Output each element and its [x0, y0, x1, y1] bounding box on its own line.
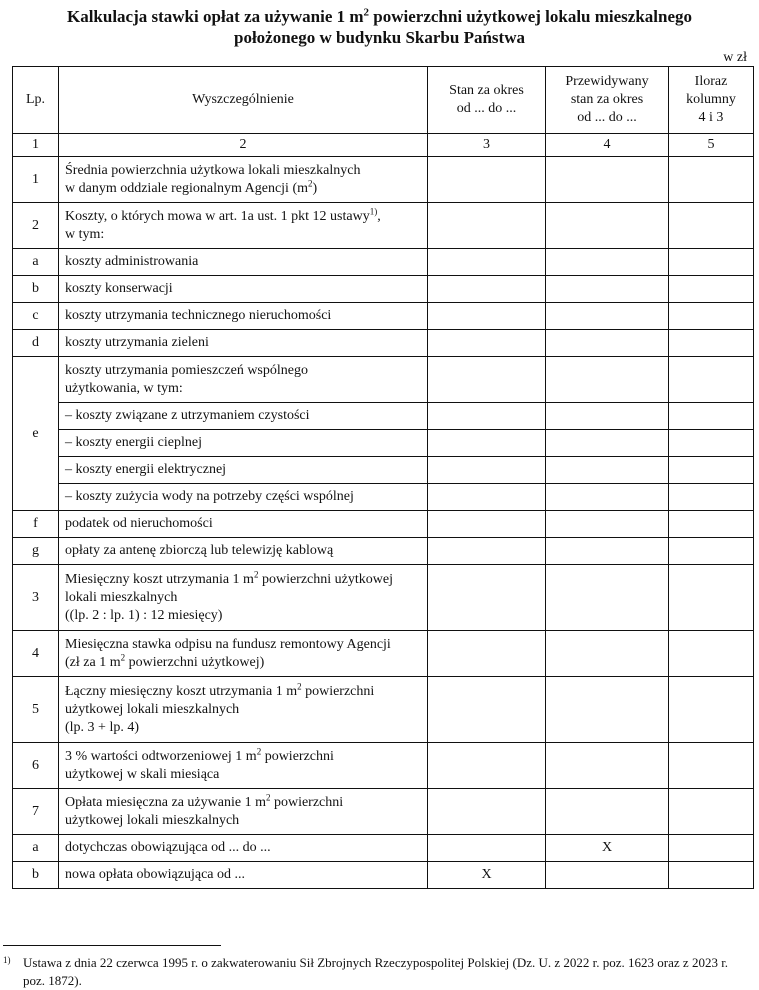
table-row: [13, 677, 754, 743]
row-lp: b: [13, 862, 59, 889]
cell-col4[interactable]: [546, 249, 669, 276]
table-row: [13, 430, 754, 457]
header-col5-line: kolumny: [686, 92, 736, 107]
row-desc-line: [65, 568, 421, 589]
column-number: 3: [428, 134, 546, 157]
row-description: – koszty energii elektrycznej: [59, 457, 428, 484]
row-description: – koszty związane z utrzymaniem czystości: [59, 403, 428, 430]
table-row: [13, 357, 754, 403]
cell-col4[interactable]: [546, 457, 669, 484]
cell-col4[interactable]: [546, 157, 669, 203]
cell-col5[interactable]: [669, 677, 754, 743]
superscript: 2: [256, 745, 262, 756]
cell-col3[interactable]: [428, 538, 546, 565]
row-desc-part: ,: [377, 208, 381, 224]
row-description: koszty utrzymania technicznego nieruchomości: [59, 303, 428, 330]
table-row: [13, 565, 754, 631]
table-row: [13, 743, 754, 789]
cell-col3[interactable]: [428, 835, 546, 862]
header-col5: [669, 67, 754, 134]
row-desc-line: użytkowej lokali mieszkalnych: [65, 701, 240, 717]
row-description: koszty administrowania: [59, 249, 428, 276]
row-desc-line: użytkowej lokali mieszkalnych: [65, 812, 240, 828]
row-description: – koszty energii cieplnej: [59, 430, 428, 457]
row-lp: 1: [13, 157, 59, 203]
row-lp: e: [13, 357, 59, 511]
table-row: [13, 835, 754, 862]
footnote-text: Ustawa z dnia 22 czerwca 1995 r. o zakwaterowaniu Sił Zbrojnych Rzeczypospolitej Polskiej (Dz. U. z 2022 r. poz. 1623 oraz z 2023 r. poz. 1872).: [23, 955, 729, 988]
superscript: 2: [297, 680, 302, 691]
row-desc-part: Łączny miesięczny koszt utrzymania 1 m: [65, 683, 298, 699]
row-desc-part: Koszty, o których mowa w art. 1a ust. 1 pkt 12 ustawy: [65, 208, 370, 224]
row-desc-part: w danym oddziale regionalnym Agencji (m: [65, 180, 308, 196]
cell-col4[interactable]: [546, 743, 669, 789]
row-desc-line: w tym:: [65, 226, 105, 242]
superscript: 2: [265, 791, 271, 802]
cell-col4[interactable]: [546, 538, 669, 565]
cell-col5[interactable]: [669, 330, 754, 357]
row-lp: 6: [13, 743, 59, 789]
row-lp: 3: [13, 565, 59, 631]
row-description: [59, 789, 428, 835]
table-row: [13, 862, 754, 889]
cell-col3-marked: X: [428, 862, 546, 889]
cell-col5[interactable]: [669, 631, 754, 677]
row-description: koszty konserwacji: [59, 276, 428, 303]
row-desc-line: Miesięczna stawka odpisu na fundusz remontowy Agencji: [65, 636, 391, 652]
cell-col4[interactable]: [546, 303, 669, 330]
row-desc-part: ): [312, 180, 318, 196]
row-description: [59, 357, 428, 403]
footnote-mark: 1): [3, 955, 11, 965]
table-row: [13, 203, 754, 249]
header-col4-line: Przewidywany: [565, 74, 649, 89]
title-line-1: [0, 6, 759, 27]
cell-col3[interactable]: [428, 330, 546, 357]
header-lp: Lp.: [13, 67, 59, 134]
row-desc-line: [65, 791, 421, 812]
column-number: 1: [13, 134, 59, 157]
table-row: [13, 457, 754, 484]
cell-col5[interactable]: [669, 457, 754, 484]
header-col3-line: od ... do ...: [456, 101, 517, 116]
table-row: [13, 330, 754, 357]
row-desc-line: użytkowania, w tym:: [65, 380, 183, 396]
cell-col5[interactable]: [669, 862, 754, 889]
cell-col3[interactable]: [428, 157, 546, 203]
cell-col3[interactable]: [428, 303, 546, 330]
cell-col4[interactable]: [546, 430, 669, 457]
row-lp: 5: [13, 677, 59, 743]
table-row: [13, 249, 754, 276]
row-description: [59, 631, 428, 677]
row-description: opłaty za antenę zbiorczą lub telewizję kablową: [59, 538, 428, 565]
row-description: dotychczas obowiązująca od ... do ...: [59, 835, 428, 862]
cell-col4[interactable]: [546, 862, 669, 889]
cell-col5[interactable]: [669, 276, 754, 303]
row-lp: f: [13, 511, 59, 538]
row-desc-line: lokali mieszkalnych: [65, 589, 178, 605]
footnote: [3, 954, 753, 990]
cell-col3[interactable]: [428, 457, 546, 484]
cell-col3[interactable]: [428, 565, 546, 631]
title-line-2: położonego w budynku Skarbu Państwa: [234, 28, 525, 47]
header-col5-line: Iloraz: [694, 74, 728, 89]
document-title: [0, 6, 759, 48]
header-col4-line: od ... do ...: [577, 110, 637, 125]
row-lp: 7: [13, 789, 59, 835]
row-desc-line: [65, 651, 421, 672]
cell-col3[interactable]: [428, 631, 546, 677]
column-number: 4: [546, 134, 669, 157]
cell-col5[interactable]: [669, 430, 754, 457]
row-lp: c: [13, 303, 59, 330]
row-desc-line: [65, 745, 421, 766]
cell-col4[interactable]: [546, 789, 669, 835]
header-col4: [546, 67, 669, 134]
cell-col5[interactable]: [669, 303, 754, 330]
cell-col5[interactable]: [669, 249, 754, 276]
row-description: [59, 157, 428, 203]
header-col5-line: 4 i 3: [698, 110, 724, 125]
table-row: [13, 403, 754, 430]
row-description: – koszty zużycia wody na potrzeby części wspólnej: [59, 484, 428, 511]
row-desc-line: Średnia powierzchnia użytkowa lokali mieszkalnych: [65, 162, 361, 178]
cell-col4[interactable]: [546, 565, 669, 631]
table-row: [13, 484, 754, 511]
cell-col5[interactable]: [669, 565, 754, 631]
row-lp: a: [13, 835, 59, 862]
row-desc-part: powierzchni: [261, 748, 334, 764]
cell-col4[interactable]: [546, 276, 669, 303]
row-description: [59, 743, 428, 789]
table-row: [13, 303, 754, 330]
row-desc-line: użytkowej w skali miesiąca: [65, 766, 220, 782]
cell-col4[interactable]: [546, 203, 669, 249]
row-desc-part: (zł za 1 m: [65, 654, 121, 670]
cell-col4[interactable]: [546, 631, 669, 677]
cell-col5[interactable]: [669, 835, 754, 862]
cell-col5[interactable]: [669, 157, 754, 203]
row-desc-part: Miesięczny koszt utrzymania 1 m: [65, 571, 254, 587]
title-text-b: powierzchni użytkowej lokalu mieszkalnego: [369, 7, 693, 26]
row-description: [59, 677, 428, 743]
row-lp: a: [13, 249, 59, 276]
row-desc-part: powierzchni: [270, 794, 344, 810]
header-col4-line: stan za okres: [570, 92, 644, 107]
table-row: [13, 538, 754, 565]
footnote-reference: 1): [369, 205, 378, 216]
row-description: koszty utrzymania zieleni: [59, 330, 428, 357]
cell-col3[interactable]: [428, 677, 546, 743]
cell-col4-marked: X: [546, 835, 669, 862]
row-desc-part: powierzchni: [301, 683, 375, 699]
cell-col3[interactable]: [428, 484, 546, 511]
row-description: podatek od nieruchomości: [59, 511, 428, 538]
currency-unit: w zł: [723, 50, 747, 65]
row-description: nowa opłata obowiązująca od ...: [59, 862, 428, 889]
row-desc-line: ((lp. 2 : lp. 1) : 12 miesięcy): [65, 607, 223, 623]
row-lp: d: [13, 330, 59, 357]
cell-col3[interactable]: [428, 430, 546, 457]
cell-col4[interactable]: [546, 403, 669, 430]
cell-col3[interactable]: [428, 789, 546, 835]
cell-col4[interactable]: [546, 511, 669, 538]
cell-col3[interactable]: [428, 357, 546, 403]
column-number: 5: [669, 134, 754, 157]
superscript: 2: [253, 568, 259, 579]
cell-col5[interactable]: [669, 484, 754, 511]
superscript: 2: [120, 651, 126, 662]
table-row: [13, 276, 754, 303]
cell-col4[interactable]: [546, 677, 669, 743]
cell-col4[interactable]: [546, 484, 669, 511]
row-lp: 4: [13, 631, 59, 677]
header-description: Wyszczególnienie: [59, 67, 428, 134]
row-description: [59, 203, 428, 249]
header-col3-line: Stan za okres: [449, 83, 524, 98]
column-number: 2: [59, 134, 428, 157]
row-desc-line: [65, 680, 421, 701]
table-row: [13, 631, 754, 677]
cell-col5[interactable]: [669, 203, 754, 249]
cell-col5[interactable]: [669, 511, 754, 538]
cell-col5[interactable]: [669, 403, 754, 430]
cell-col3[interactable]: [428, 203, 546, 249]
row-description: [59, 565, 428, 631]
title-superscript: 2: [363, 6, 370, 19]
cell-col5[interactable]: [669, 538, 754, 565]
row-desc-line: koszty utrzymania pomieszczeń wspólnego: [65, 362, 308, 378]
cell-col4[interactable]: [546, 357, 669, 403]
cell-col3[interactable]: [428, 511, 546, 538]
row-desc-line: [65, 205, 421, 226]
table-row: [13, 157, 754, 203]
cell-col5[interactable]: [669, 357, 754, 403]
footnote-separator: [3, 945, 221, 946]
superscript: 2: [308, 177, 313, 188]
row-desc-part: 3 % wartości odtworzeniowej 1 m: [65, 748, 257, 764]
title-text-a: Kalkulacja stawki opłat za używanie 1 m: [66, 7, 364, 26]
column-number-row: [13, 134, 754, 157]
cell-col5[interactable]: [669, 743, 754, 789]
row-lp: b: [13, 276, 59, 303]
header-row: [13, 67, 754, 134]
cell-col3[interactable]: [428, 276, 546, 303]
table-row: [13, 789, 754, 835]
row-desc-line: [65, 177, 421, 198]
table-row: [13, 511, 754, 538]
row-desc-part: powierzchni użytkowej): [125, 654, 265, 670]
row-desc-part: powierzchni użytkowej: [258, 571, 393, 587]
row-desc-part: Opłata miesięczna za używanie 1 m: [65, 794, 266, 810]
cell-col3[interactable]: [428, 249, 546, 276]
cell-col5[interactable]: [669, 789, 754, 835]
cell-col3[interactable]: [428, 403, 546, 430]
row-lp: g: [13, 538, 59, 565]
cell-col4[interactable]: [546, 330, 669, 357]
row-desc-line: (lp. 3 + lp. 4): [65, 719, 139, 735]
calculation-table: [12, 66, 754, 889]
cell-col3[interactable]: [428, 743, 546, 789]
row-lp: 2: [13, 203, 59, 249]
header-col3: [428, 67, 546, 134]
